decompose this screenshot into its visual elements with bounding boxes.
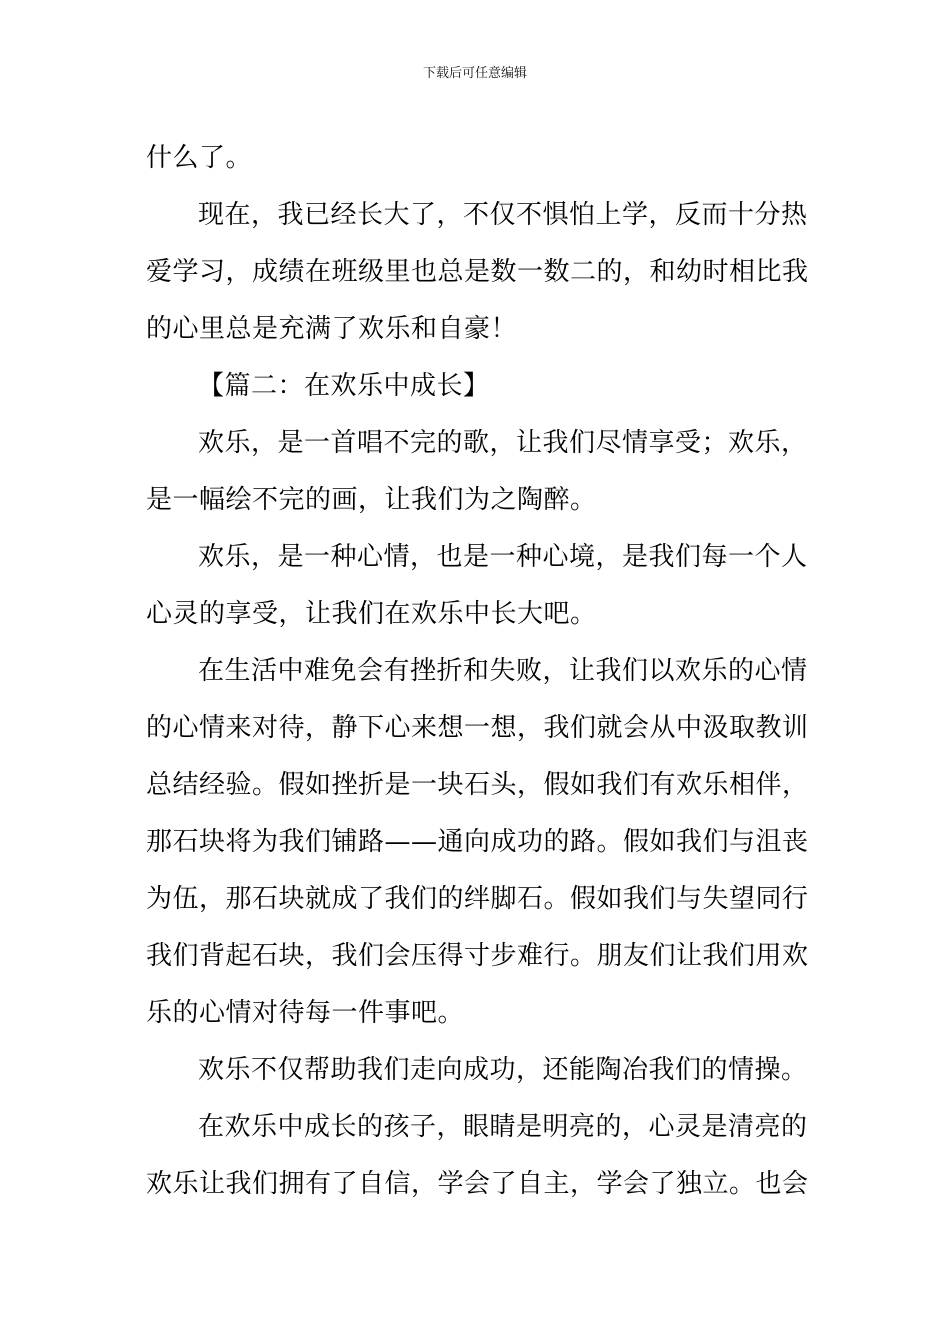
page-header: 下载后可任意编辑: [422, 66, 527, 81]
paragraph-continuation: 什么了。: [146, 143, 253, 173]
section-heading: 【篇二：在欢乐中成长】: [198, 371, 490, 401]
paragraph: 欢乐不仅帮助我们走向成功，还能陶冶我们的情操。: [198, 1055, 808, 1085]
paragraph: 欢乐，是一种心情，也是一种心境，是我们每一个人心灵的享受，让我们在欢乐中长大吧。: [146, 542, 808, 629]
paragraph: 在生活中难免会有挫折和失败，让我们以欢乐的心情的心情来对待，静下心来想一想，我们就会从中汲取教训总结经验。假如挫折是一块石头，假如我们有欢乐相伴，那石块将为我们铺路——通向成功的路。假如我们与沮丧为伍，那石块就成了我们的绊脚石。假如我们与失望同行我们背起石块，我们会压得寸步难行。朋友们让我们用欢乐的心情对待每一件事吧。: [146, 656, 809, 1028]
document-body: [146, 130, 810, 1213]
paragraph: 在欢乐中成长的孩子，眼睛是明亮的，心灵是清亮的欢乐让我们拥有了自信，学会了自主，学会了独立。也会: [146, 1112, 809, 1199]
paragraph: 欢乐，是一首唱不完的歌，让我们尽情享受；欢乐，是一幅绘不完的画，让我们为之陶醉。: [146, 428, 808, 515]
paragraph: 现在，我已经长大了，不仅不惧怕上学，反而十分热爱学习，成绩在班级里也总是数一数二的，和幼时相比我的心里总是充满了欢乐和自豪！: [146, 200, 809, 344]
